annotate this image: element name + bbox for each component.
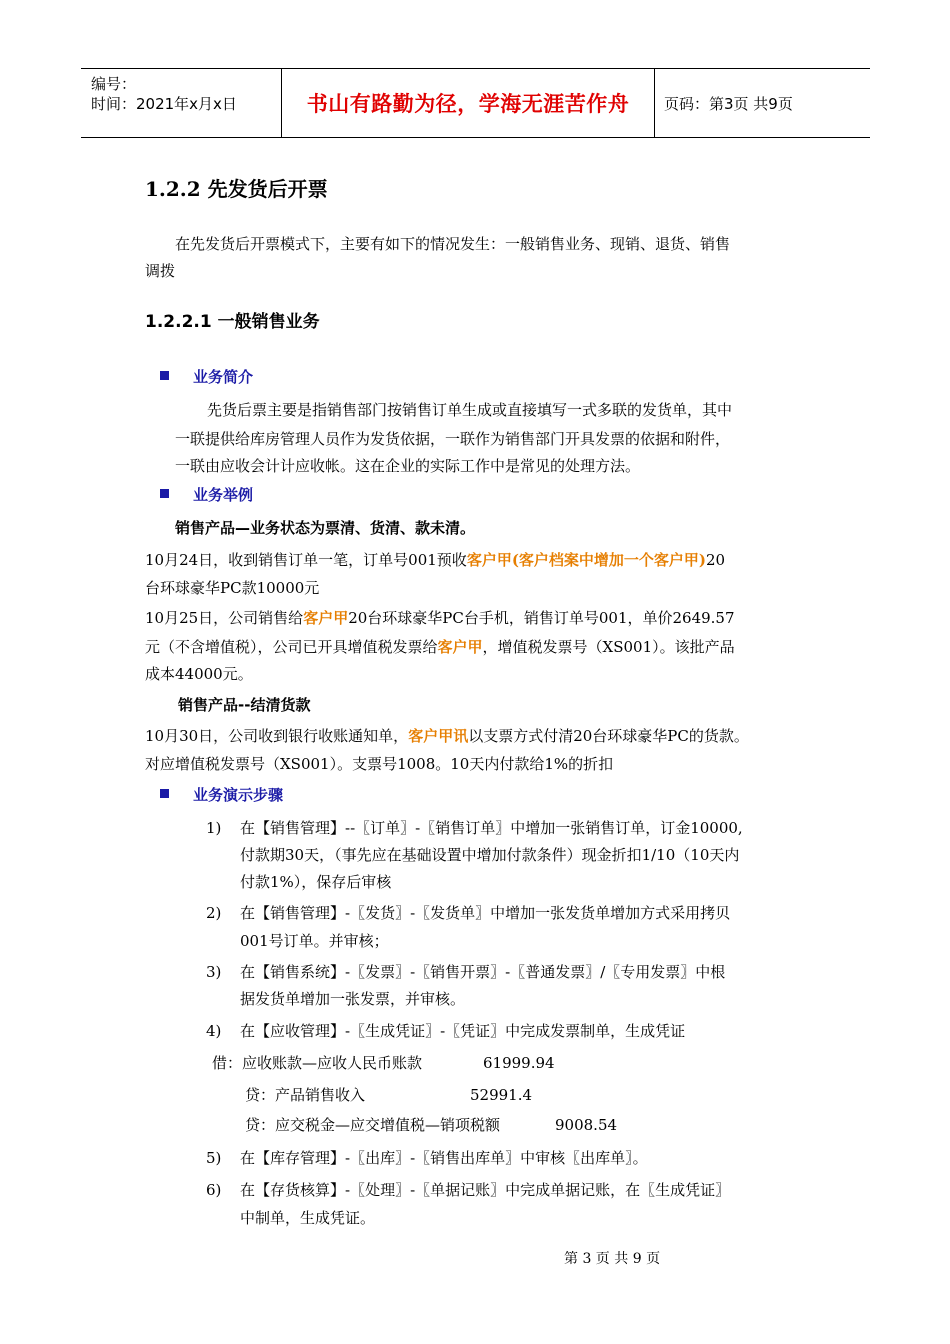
example-3-line-2: 对应增值税发票号（XS001）。支票号1008。10天内付款给1%的折扣: [145, 755, 614, 773]
step-line: 在【销售管理】--〖订单〗-〖销售订单〗中增加一张销售订单，订金10000,: [240, 819, 743, 837]
ex3-text-a: 10月30日，公司收到银行收账通知单，: [145, 727, 409, 745]
intro-line-2: 调拨: [145, 262, 176, 280]
intro-line-1: 在先发货后开票模式下，主要有如下的情况发生：一般销售业务、现销、退货、销售: [175, 235, 731, 253]
ex1-highlight: 客户甲(客户档案中增加一个客户甲): [466, 551, 707, 569]
ex2-text-a: 10月25日，公司销售给: [145, 609, 304, 627]
example-title-2: 销售产品--结清货款: [178, 696, 311, 714]
step-number: 1): [206, 819, 222, 837]
entry-debit-amount: 61999.94: [483, 1054, 555, 1072]
ex2-highlight-2: 客户甲: [437, 638, 483, 656]
page-header: [81, 68, 870, 138]
page-footer: 第 3 页 共 9 页: [564, 1251, 661, 1267]
example-3-line-1: [145, 721, 749, 751]
header-page-text: 页码：第3页 共9页: [664, 94, 793, 113]
example-1-line-1: [145, 545, 725, 575]
header-motto: 书山有路勤为径，学海无涯苦作舟: [282, 69, 655, 137]
intro-para-line-1: 先货后票主要是指销售部门按销售订单生成或直接填写一式多联的发货单，其中: [207, 401, 733, 419]
step-6-line-2: 中制单，生成凭证。: [240, 1209, 376, 1227]
step-5: [206, 1143, 648, 1173]
step-1-line-3: 付款1%），保存后审核: [240, 873, 392, 891]
step-number: 6): [206, 1181, 222, 1199]
step-number: 2): [206, 904, 222, 922]
step-3-line-2: 据发货单增加一张发票，并审核。: [240, 990, 466, 1008]
subsection-title: 1.2.2.1 一般销售业务: [145, 312, 320, 332]
header-time: 时间：2021年x月x日: [91, 95, 237, 113]
ex3-highlight: 客户甲讯: [408, 727, 469, 745]
intro-para-line-3: 一联由应收会计计应收帐。这在企业的实际工作中是常见的处理方法。: [175, 457, 641, 475]
square-bullet-icon: [160, 371, 169, 380]
entry-credit-1-label: 贷：产品销售收入: [245, 1086, 366, 1104]
bullet-intro-label: 业务简介: [193, 368, 254, 386]
bullet-example: [160, 484, 253, 505]
step-line: 在【应收管理】-〖生成凭证〗-〖凭证〗中完成发票制单，生成凭证: [240, 1022, 686, 1040]
ex1-text-a: 10月24日，收到销售订单一笔，订单号001预收: [145, 551, 467, 569]
step-number: 3): [206, 963, 222, 981]
step-2: [206, 898, 730, 928]
step-4: [206, 1016, 685, 1046]
header-meta-cell: [81, 69, 282, 137]
step-line: 在【库存管理】-〖出库〗-〖销售出库单〗中审核〖出库单〗。: [240, 1149, 648, 1167]
example-title-1: 销售产品—业务状态为票清、货清、款未清。: [175, 519, 476, 537]
entry-debit-label: 借：应收账款—应收人民币账款: [212, 1054, 423, 1072]
entry-credit-2-amount: 9008.54: [555, 1116, 618, 1134]
header-page-info: [664, 69, 870, 137]
header-number: 编号：: [91, 75, 137, 93]
entry-credit-2-label: 贷：应交税金—应交增值税—销项税额: [245, 1116, 501, 1134]
intro-para-line-2: 一联提供给库房管理人员作为发货依据，一联作为销售部门开具发票的依据和附件，: [175, 430, 731, 448]
example-2-line-3: 成本44000元。: [145, 665, 253, 683]
section-title: 1.2.2 先发货后开票: [145, 177, 328, 201]
ex3-text-c: 以支票方式付清20台环球豪华PC的货款。: [468, 727, 749, 745]
step-1-line-2: 付款期30天，（事先应在基础设置中增加付款条件）现金折扣1/10（10天内: [240, 846, 740, 864]
step-line: 在【存货核算】-〖处理〗-〖单据记账〗中完成单据记账，在〖生成凭证〗: [240, 1181, 731, 1199]
step-number: 4): [206, 1022, 222, 1040]
square-bullet-icon: [160, 489, 169, 498]
ex2-text-2a: 元（不含增值税），公司已开具增值税发票给: [145, 638, 438, 656]
ex2-text-2c: ，增值税发票号（XS001）。该批产品: [482, 638, 735, 656]
step-line: 在【销售管理】-〖发货〗-〖发货单〗中增加一张发货单增加方式采用拷贝: [240, 904, 731, 922]
square-bullet-icon: [160, 789, 169, 798]
step-3: [206, 957, 725, 987]
entry-credit-1-amount: 52991.4: [470, 1086, 533, 1104]
step-6: [206, 1175, 730, 1205]
example-1-line-2: 台环球豪华PC款10000元: [145, 579, 320, 597]
step-2-line-2: 001号订单。并审核；: [240, 932, 389, 950]
step-line: 在【销售系统】-〖发票〗-〖销售开票〗-〖普通发票〗/〖专用发票〗中根: [240, 963, 726, 981]
step-1: [206, 813, 743, 843]
bullet-intro: [160, 366, 253, 387]
bullet-steps: [160, 784, 283, 805]
ex2-text-c: 20台环球豪华PC台手机，销售订单号001，单价2649.57: [348, 609, 735, 627]
bullet-example-label: 业务举例: [193, 486, 254, 504]
ex1-text-c: 20: [706, 551, 726, 569]
example-2-line-2: [145, 632, 735, 662]
bullet-steps-label: 业务演示步骤: [193, 786, 284, 804]
example-2-line-1: [145, 603, 735, 633]
ex2-highlight-1: 客户甲: [303, 609, 349, 627]
step-number: 5): [206, 1149, 222, 1167]
